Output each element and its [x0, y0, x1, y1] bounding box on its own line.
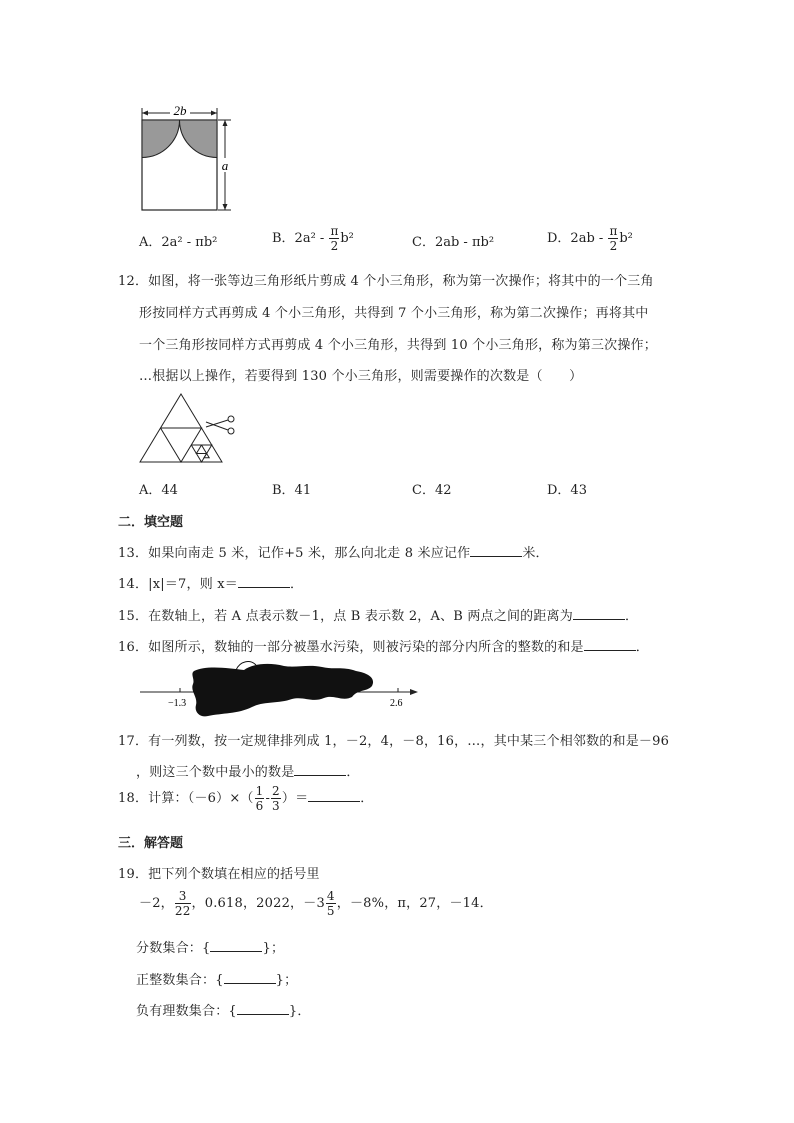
- set-close: }；: [262, 941, 285, 956]
- q15: [118, 605, 638, 624]
- q19-num-1: －2，: [139, 896, 174, 911]
- fraction-denominator: 22: [174, 904, 191, 918]
- fraction-denominator: 6: [255, 799, 264, 813]
- q19-set-fractions: [136, 937, 284, 956]
- set-close: }；: [275, 973, 298, 988]
- fraction-denominator: 5: [326, 904, 335, 918]
- q14-text: 14．|x|＝7，则 x＝: [118, 577, 238, 592]
- q17-line-1: 17．有一列数，按一定规律排列成 1，－2，4，－8，16，…，其中某三个相邻数的和是－96: [118, 734, 670, 749]
- q15-text: 15．在数轴上，若 A 点表示数－1，点 B 表示数 2，A、B 两点之间的距离为: [118, 609, 573, 624]
- fraction-numerator: 1: [255, 784, 264, 798]
- q14: [118, 573, 303, 592]
- answer-blank: [308, 789, 360, 802]
- q18-minus: -: [265, 791, 271, 806]
- q12-line-2: 形按同样方式再剪成 4 个小三角形，共得到 7 个小三角形，称为第二次操作；再将其中: [139, 306, 649, 321]
- q11-option-b: [272, 225, 354, 252]
- q11-option-b-post: b²: [340, 231, 354, 246]
- q16: [118, 636, 649, 655]
- q19-fraction-2: [326, 890, 336, 917]
- q18-fraction-2: [271, 785, 281, 812]
- q12-option-c: C．42: [412, 483, 452, 498]
- set-label: 正整数集合：{: [136, 973, 224, 988]
- dimension-label-2b: 2b: [173, 103, 187, 118]
- answer-blank: [224, 971, 276, 984]
- set-label: 负有理数集合：{: [136, 1004, 237, 1019]
- answer-blank: [584, 638, 636, 651]
- q17-end: ．: [346, 765, 360, 780]
- q18-text: 18．计算：（－6）×（: [118, 791, 254, 806]
- section-heading-fill-blank: 二．填空题: [118, 515, 184, 530]
- q12-line-3: 一个三角形按同样方式再剪成 4 个小三角形，共得到 10 个小三角形，称为第三次操作；: [139, 338, 657, 353]
- q12-line-4: …根据以上操作，若要得到 130 个小三角形，则需要操作的次数是（ ）: [139, 369, 583, 384]
- scissors-icon: [206, 416, 234, 434]
- answer-blank: [210, 939, 262, 952]
- fraction-denominator: 2: [330, 239, 339, 253]
- q11-option-d-pre: D．2ab -: [547, 231, 604, 246]
- q11-option-c: C．2ab - πb²: [412, 235, 495, 250]
- q13-end: 米．: [522, 546, 549, 561]
- q11-option-d-post: b²: [619, 231, 633, 246]
- q18-end: ．: [360, 791, 374, 806]
- dimension-label-a: a: [221, 158, 229, 173]
- q13: [118, 542, 549, 561]
- q14-end: ．: [289, 577, 304, 592]
- tick-label-right: 2.6: [390, 698, 403, 709]
- fraction-numerator: π: [609, 224, 618, 238]
- q17-line-2: [136, 761, 360, 780]
- answer-blank: [573, 607, 625, 620]
- q18: [118, 785, 374, 812]
- tick-label-left: −1.3: [168, 698, 187, 709]
- q19-num-2: ，0.618，2022，－3: [191, 896, 325, 911]
- q11-option-d-fraction: [608, 225, 618, 252]
- q15-end: ．: [624, 609, 639, 624]
- q19-fraction-1: [175, 890, 191, 917]
- q12-option-b: B．41: [272, 483, 312, 498]
- q16-number-line-figure: [136, 655, 426, 720]
- q16-end: ．: [635, 640, 649, 655]
- q17-text: ，则这三个数中最小的数是: [136, 765, 295, 780]
- set-label: 分数集合：{: [136, 941, 211, 956]
- q11-option-d: [547, 225, 633, 252]
- fraction-numerator: 3: [175, 890, 191, 904]
- fraction-denominator: 3: [272, 799, 280, 813]
- q19-set-negative-rationals: [136, 1000, 311, 1019]
- answer-blank: [238, 575, 290, 588]
- q19-num-3: ，－8%，π，27，－14．: [336, 896, 493, 911]
- answer-blank: [237, 1002, 289, 1015]
- q12-line-1: 12．如图，将一张等边三角形纸片剪成 4 个小三角形，称为第一次操作；将其中的一个三角: [118, 274, 654, 289]
- q18-equals: ）＝: [281, 791, 309, 806]
- q19-title: 19．把下列个数填在相应的括号里: [118, 867, 320, 882]
- q11-figure: [130, 100, 240, 215]
- q19-set-positive-integers: [136, 969, 297, 988]
- q19-numbers: [139, 890, 493, 917]
- fraction-numerator: 2: [272, 784, 280, 798]
- section-heading-solve: 三．解答题: [118, 836, 184, 851]
- q12-option-d: D．43: [547, 483, 587, 498]
- q11-option-a: A．2a² - πb²: [139, 235, 218, 250]
- set-close: }．: [288, 1004, 311, 1019]
- ink-stain: [192, 664, 373, 716]
- q11-option-b-fraction: [329, 225, 339, 252]
- q12-triangle-figure: [138, 392, 238, 466]
- q18-fraction-1: [255, 785, 265, 812]
- answer-blank: [294, 763, 346, 776]
- q16-text: 16．如图所示，数轴的一部分被墨水污染，则被污染的部分内所含的整数的和是: [118, 640, 584, 655]
- q11-option-b-pre: B．2a² -: [272, 231, 325, 246]
- q13-text: 13．如果向南走 5 米，记作+5 米，那么向北走 8 米应记作: [118, 546, 471, 561]
- answer-blank: [470, 544, 522, 557]
- fraction-numerator: π: [330, 224, 339, 238]
- fraction-numerator: 4: [326, 889, 335, 903]
- q12-option-a: A．44: [139, 483, 178, 498]
- fraction-denominator: 2: [609, 239, 618, 253]
